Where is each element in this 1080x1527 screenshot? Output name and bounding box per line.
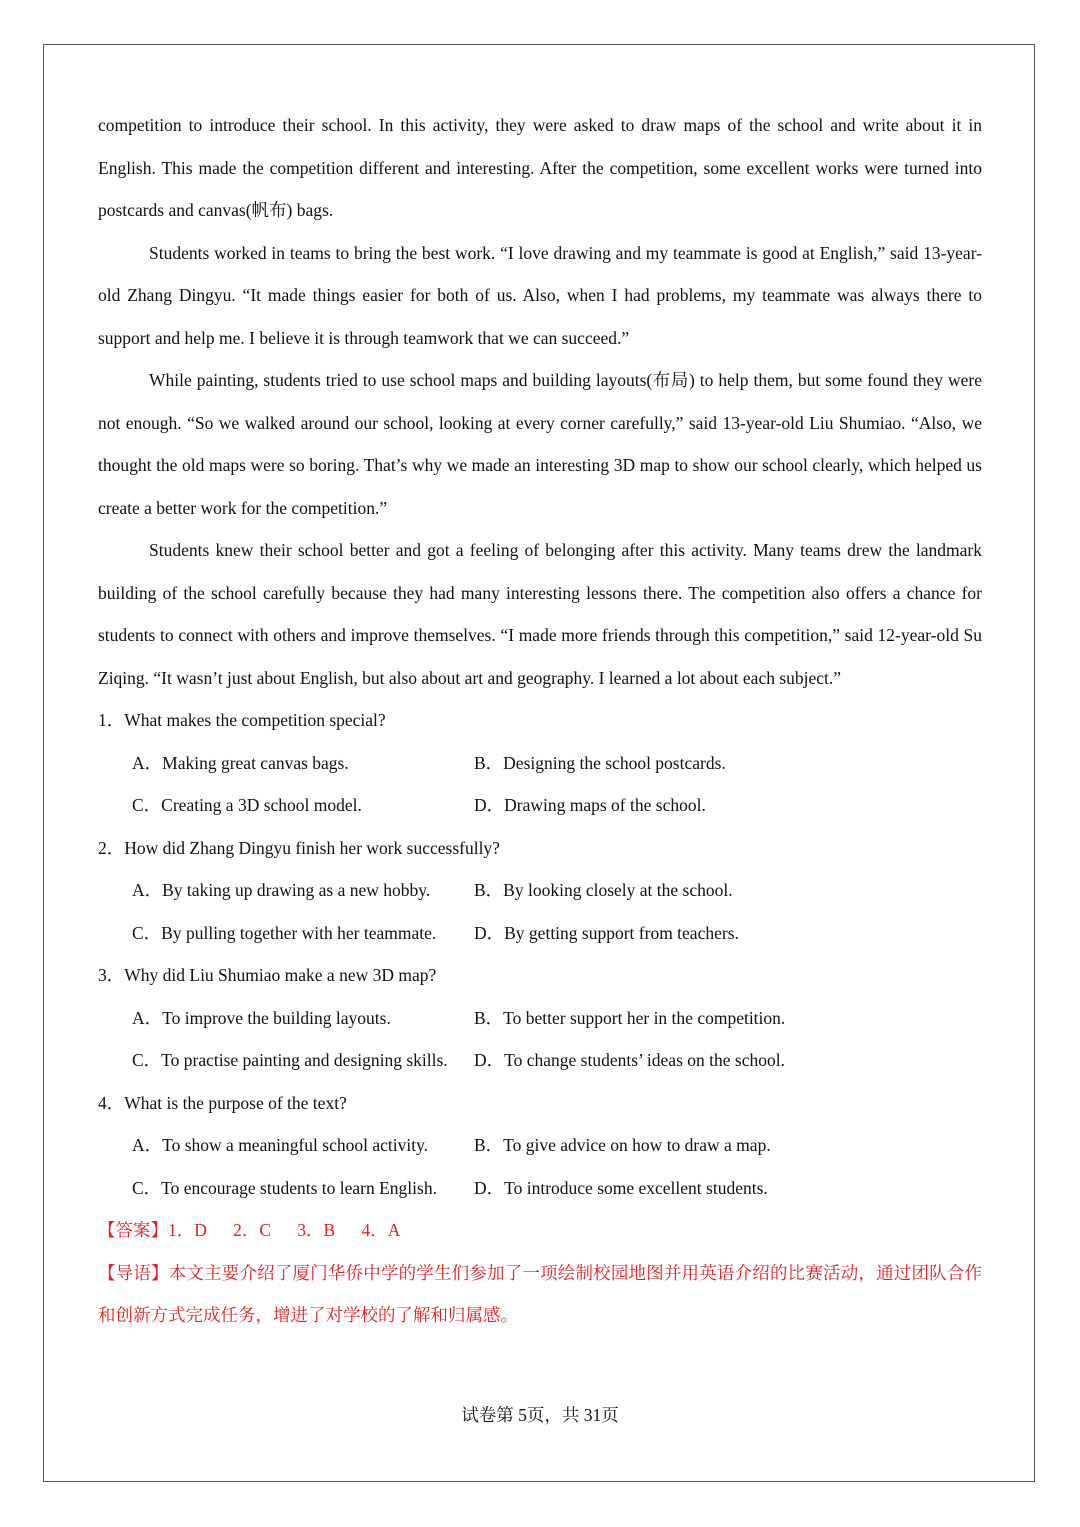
option-d: D．To change students’ ideas on the school. [474,1050,785,1070]
question-stem: 4．What is the purpose of the text? [98,1092,347,1113]
passage-paragraph-4: Students knew their school better and got a feeling of belonging after this activity. Many teams drew the landmark building of the school carefully because they had many interesting lessons there. The competition also offers a chance for students to connect with others and improve themselves. “I made more friends through this competition,” said 12-year-old Su Ziqing. “It wasn’t just about English, but also about art and geography. I learned a lot about each subject.” [98,540,982,688]
option-b: B．By looking closely at the school. [474,880,733,900]
question-3 [98,954,982,1082]
option-d: D．Drawing maps of the school. [474,795,706,815]
question-4 [98,1082,982,1210]
question-stem: 3．Why did Liu Shumiao make a new 3D map? [98,965,437,985]
option-a: A．To show a meaningful school activity. [132,1135,429,1155]
question-1 [98,699,982,827]
option-c: C．Creating a 3D school model. [132,795,362,815]
option-d: D．To introduce some excellent students. [474,1177,768,1198]
answer-label: 【答案】 [98,1220,168,1240]
option-row [98,997,982,1040]
guide-label: 【导语】 [98,1262,169,1283]
option-a: A．To improve the building layouts. [132,1007,391,1028]
question-2 [98,827,982,955]
guide-paragraph [98,1252,982,1337]
option-row [98,1124,982,1167]
option-c: C．To encourage students to learn English. [132,1177,437,1198]
answer-text: 1．D 2．C 3．B 4．A [168,1220,401,1240]
guide-text: 本文主要介绍了厦门华侨中学的学生们参加了一项绘制校园地图并用英语介绍的比赛活动，通过团队合作和创新方式完成任务，增进了对学校的了解和归属感。 [98,1262,982,1325]
page-footer: 试卷第 5页，共 31页 [461,1405,619,1425]
question-stem: 1．What makes the competition special? [98,710,386,730]
option-c: C．By pulling together with her teammate. [132,922,437,943]
option-row [98,742,982,785]
option-d: D．By getting support from teachers. [474,922,739,943]
option-row [98,1167,982,1210]
option-row [98,912,982,955]
option-row [98,784,982,827]
option-row [98,1039,982,1082]
passage-paragraph-2: Students worked in teams to bring the best work. “I love drawing and my teammate is good at English,” said 13-year-old Zhang Dingyu. “It made things easier for both of us. Also, when I had problems, my teammate was always there to support and help me. I believe it is through teamwork that we can succeed.” [98,242,982,348]
answer-line [98,1209,982,1252]
option-b: B．To better support her in the competition. [474,1007,786,1028]
option-b: B．Designing the school postcards. [474,752,726,773]
option-b: B．To give advice on how to draw a map. [474,1135,771,1155]
option-row [98,869,982,912]
option-a: A．By taking up drawing as a new hobby. [132,880,431,900]
option-a: A．Making great canvas bags. [132,752,349,773]
option-c: C．To practise painting and designing skills. [132,1050,448,1070]
passage-paragraph-1: competition to introduce their school. In this activity, they were asked to draw maps of the school and write about it in English. This made the competition different and interesting. After the competition, some excellent works were turned into postcards and canvas(帆布) bags. [98,115,982,220]
question-stem: 2．How did Zhang Dingyu finish her work successfully? [98,837,500,858]
page-content [98,104,982,1337]
passage-paragraph-3: While painting, students tried to use school maps and building layouts(布局) to help them, but some found they were not enough. “So we walked around our school, looking at every corner carefully,” said 13-year-old Liu Shumiao. “Also, we thought the old maps were so boring. That’s why we made an interesting 3D map to show our school clearly, which helped us create a better work for the competition.” [98,370,982,518]
